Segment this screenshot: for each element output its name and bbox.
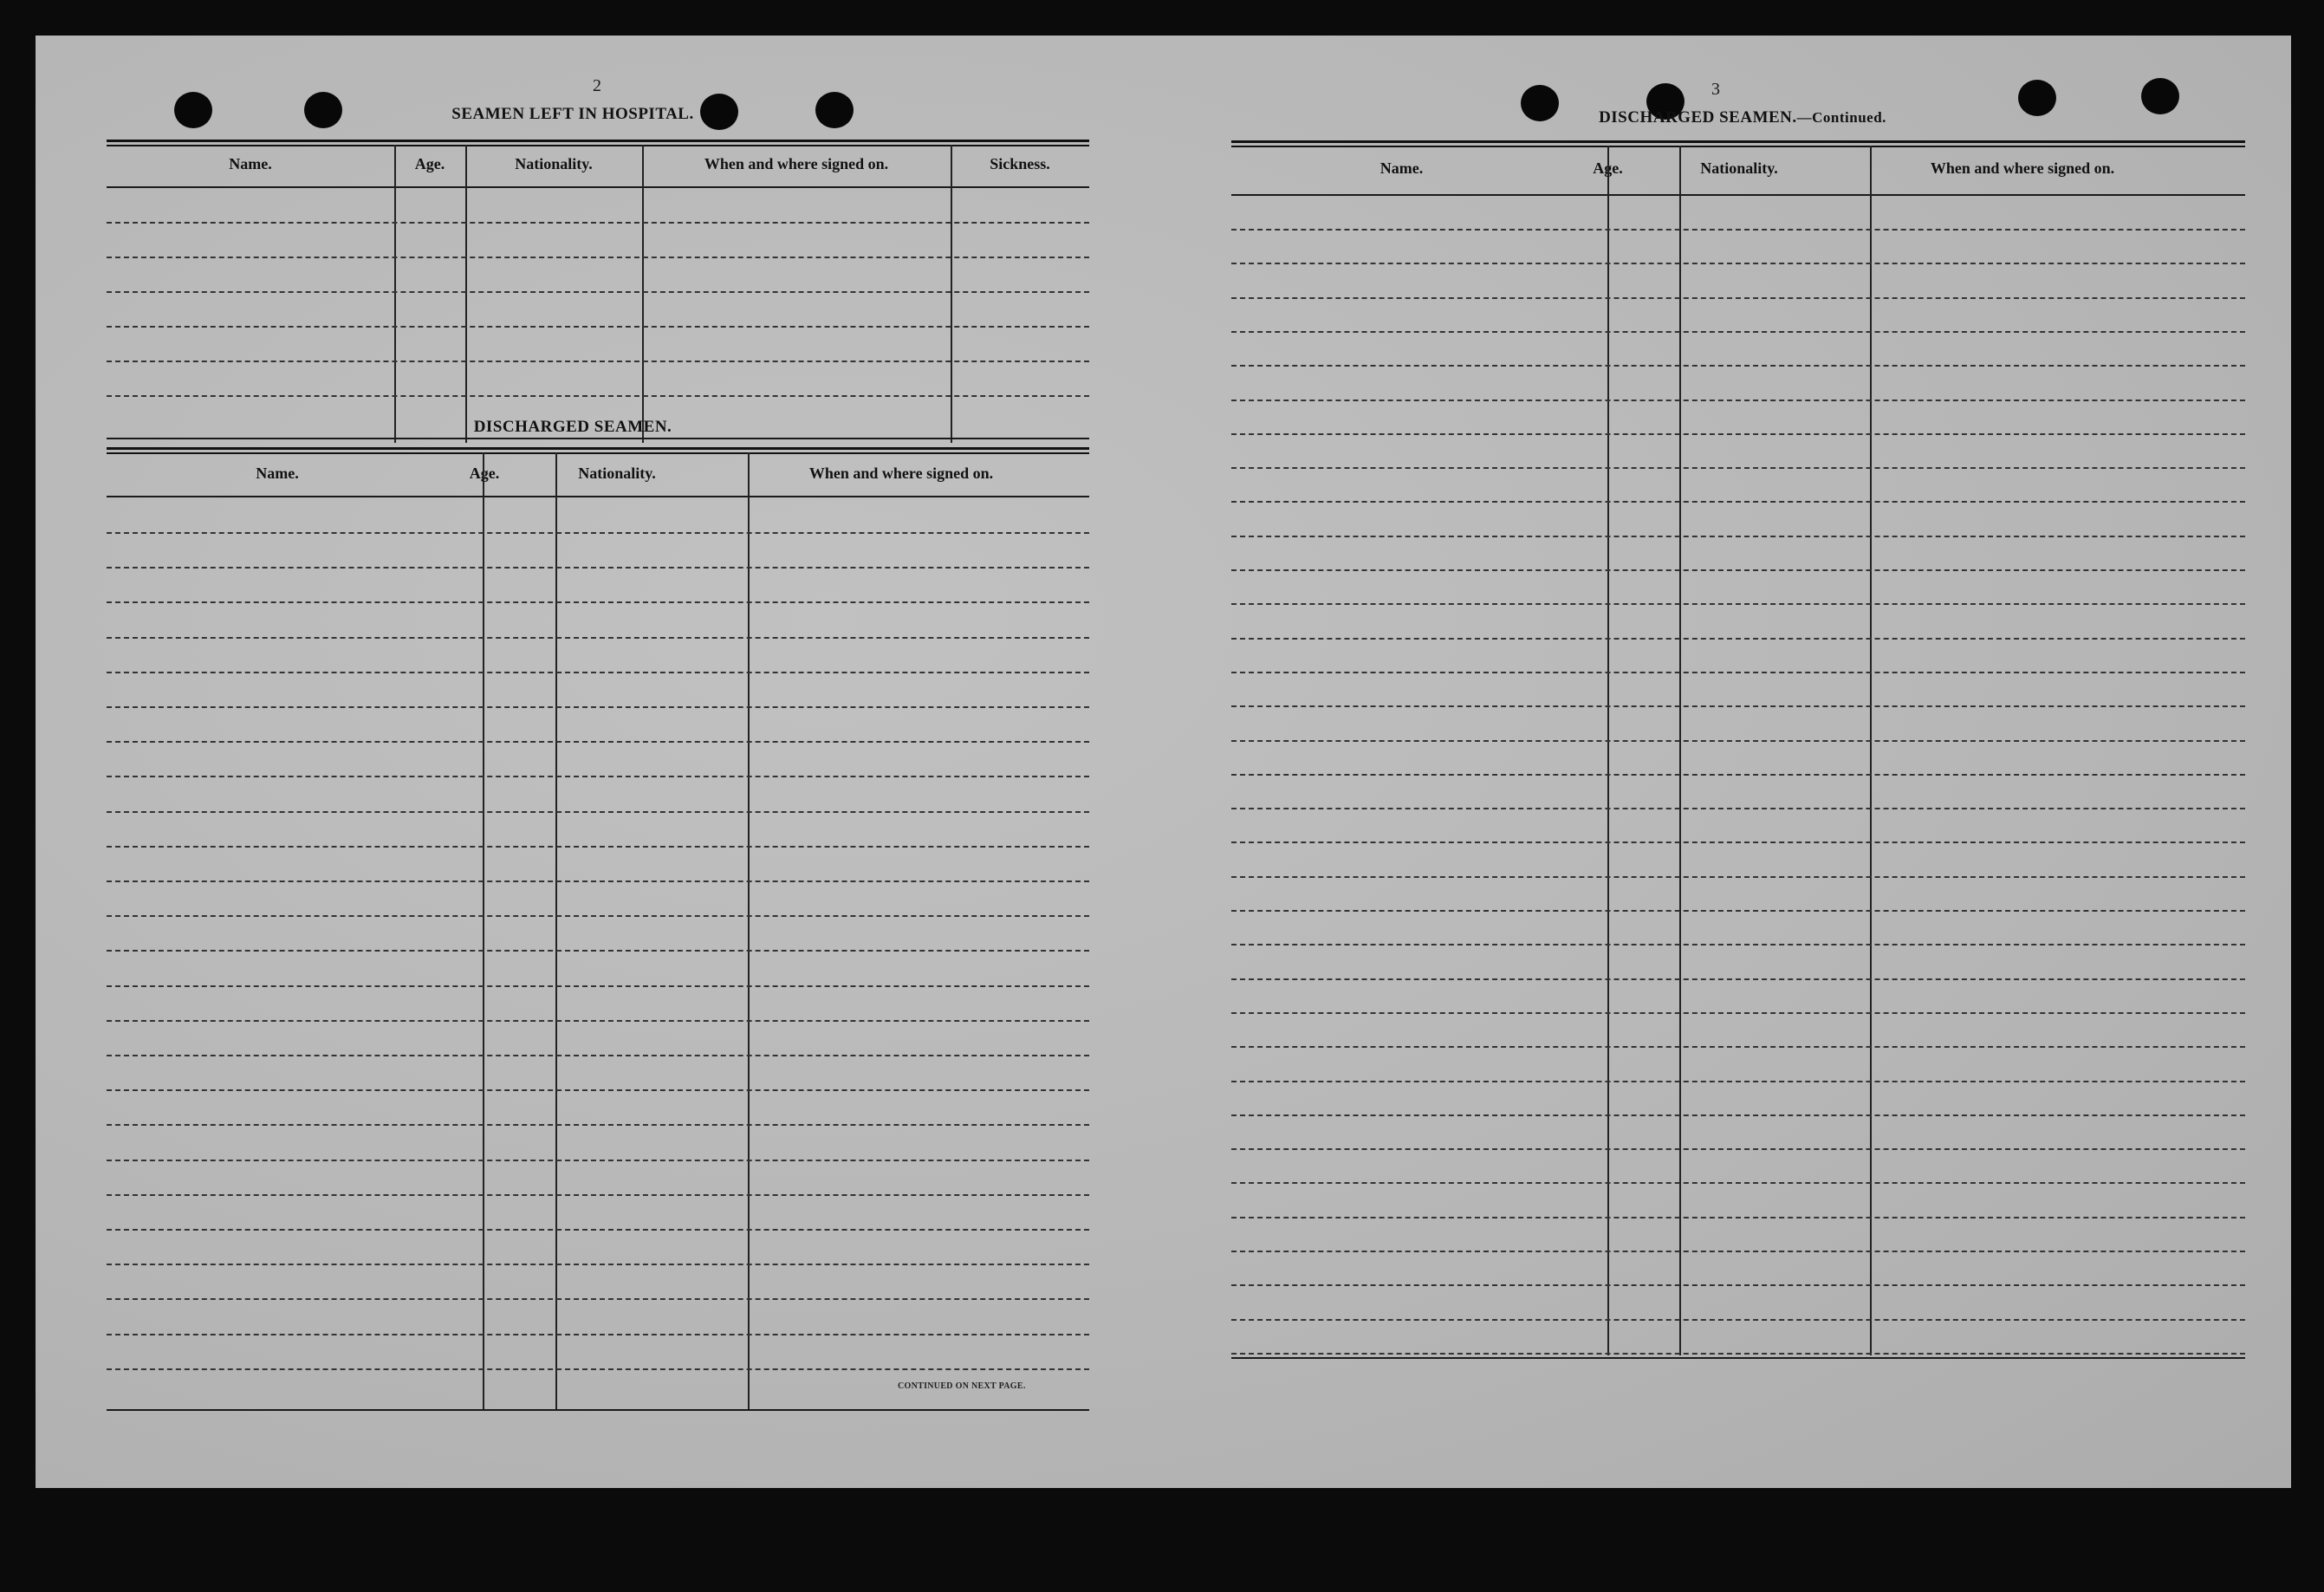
table-row-rule: [107, 1264, 1089, 1265]
table-row-rule: [107, 1298, 1089, 1300]
page-number-right: 3: [1711, 80, 1720, 99]
discharged-section-title: DISCHARGED SEAMEN.: [473, 418, 672, 436]
table-row-rule: [107, 1089, 1089, 1091]
table-row-rule: [1231, 400, 2245, 401]
table-row-rule: [1231, 433, 2245, 435]
table-row-rule: [1231, 1217, 2245, 1218]
column-header-name: Name.: [256, 465, 299, 482]
table-row-rule: [107, 291, 1089, 293]
table-row-rule: [1231, 944, 2245, 945]
punch-hole-7: [2018, 80, 2056, 116]
column-header-signed-on: When and where signed on.: [1930, 159, 2115, 177]
table-row-rule: [1231, 536, 2245, 537]
table-row-rule: [107, 672, 1089, 673]
discharged-right-bottom-rule: [1231, 1357, 2245, 1359]
table-row-rule: [1231, 841, 2245, 843]
table-row-rule: [1231, 603, 2245, 605]
table-row-rule: [107, 846, 1089, 848]
table-row-rule: [107, 741, 1089, 743]
table-row-rule: [1231, 467, 2245, 469]
table-row-rule: [1231, 1284, 2245, 1286]
table-row-rule: [1231, 978, 2245, 980]
table-row-rule: [107, 395, 1089, 397]
table-row-rule: [107, 1020, 1089, 1022]
punch-hole-4: [815, 92, 854, 128]
column-header-nationality: Nationality.: [515, 155, 593, 172]
column-header-age: Age.: [414, 155, 445, 172]
column-header-signed-on: When and where signed on.: [808, 465, 994, 482]
table-row-rule: [107, 915, 1089, 917]
column-header-nationality: Nationality.: [578, 465, 656, 482]
table-row-rule: [107, 601, 1089, 603]
discharged-left-bottom-rule: [107, 1409, 1089, 1411]
table-row-rule: [107, 1124, 1089, 1126]
column-header-signed-on: When and where signed on.: [704, 155, 889, 172]
table-row-rule: [1231, 705, 2245, 707]
discharged-continued-title-main: DISCHARGED SEAMEN.: [1599, 108, 1797, 127]
table-row-rule: [1231, 365, 2245, 367]
table-row-rule: [107, 257, 1089, 258]
table-row-rule: [107, 880, 1089, 882]
discharged-continued-title: [1561, 108, 1925, 127]
table-row-rule: [1231, 1319, 2245, 1321]
table-row-rule: [1231, 740, 2245, 742]
table-row-rule: [1231, 1081, 2245, 1082]
table-row-rule: [1231, 808, 2245, 809]
hospital-section-title: SEAMEN LEFT IN HOSPITAL.: [451, 105, 694, 123]
form-sheet: [36, 36, 2291, 1488]
table-row-rule: [1231, 1148, 2245, 1150]
table-row-rule: [1231, 876, 2245, 878]
table-row-rule: [1231, 229, 2245, 231]
table-row-rule: [1231, 910, 2245, 912]
table-row-rule: [107, 985, 1089, 987]
table-row-rule: [107, 1229, 1089, 1231]
table-row-rule: [1231, 1251, 2245, 1252]
column-header-nationality: Nationality.: [1700, 159, 1778, 177]
table-row-rule: [107, 637, 1089, 639]
column-header-name: Name.: [1379, 159, 1424, 177]
table-row-rule: [1231, 1353, 2245, 1355]
column-header-name: Name.: [229, 155, 272, 172]
table-row-rule: [1231, 1012, 2245, 1014]
table-row-rule: [107, 567, 1089, 569]
table-row-rule: [1231, 1114, 2245, 1116]
table-row-rule: [107, 361, 1089, 362]
table-row-rule: [107, 811, 1089, 813]
table-row-rule: [107, 1160, 1089, 1161]
table-row-rule: [107, 1334, 1089, 1335]
table-row-rule: [1231, 331, 2245, 333]
discharged-left-rows: [107, 447, 1089, 1413]
punch-hole-5: [1521, 85, 1559, 121]
table-row-rule: [1231, 672, 2245, 673]
hospital-rows: [107, 140, 1089, 443]
page-number-left: 2: [593, 76, 601, 95]
column-header-age: Age.: [1593, 159, 1623, 177]
discharged-table-left: [107, 447, 1089, 1413]
table-row-rule: [107, 326, 1089, 328]
punch-hole-8: [2141, 78, 2179, 114]
table-row-rule: [107, 776, 1089, 777]
table-row-rule: [107, 1194, 1089, 1196]
hospital-table: [107, 140, 1089, 443]
table-row-rule: [1231, 1182, 2245, 1184]
discharged-continued-suffix: —Continued.: [1796, 109, 1886, 126]
table-row-rule: [1231, 297, 2245, 299]
hospital-bottom-rule: [107, 438, 1089, 439]
table-row-rule: [1231, 1046, 2245, 1048]
punch-hole-2: [304, 92, 342, 128]
table-row-rule: [107, 1368, 1089, 1370]
table-row-rule: [1231, 774, 2245, 776]
table-row-rule: [1231, 263, 2245, 264]
column-header-age: Age.: [469, 465, 500, 482]
discharged-table-right: [1231, 140, 2245, 1416]
continued-footnote: CONTINUED ON NEXT PAGE.: [898, 1381, 1026, 1391]
table-row-rule: [107, 706, 1089, 708]
table-row-rule: [107, 1055, 1089, 1056]
table-row-rule: [107, 950, 1089, 952]
table-row-rule: [107, 532, 1089, 534]
table-row-rule: [1231, 638, 2245, 640]
table-row-rule: [1231, 569, 2245, 571]
column-header-sickness: Sickness.: [990, 155, 1050, 172]
discharged-right-rows: [1231, 140, 2245, 1416]
table-row-rule: [1231, 501, 2245, 503]
punch-hole-1: [174, 92, 212, 128]
table-row-rule: [107, 222, 1089, 224]
